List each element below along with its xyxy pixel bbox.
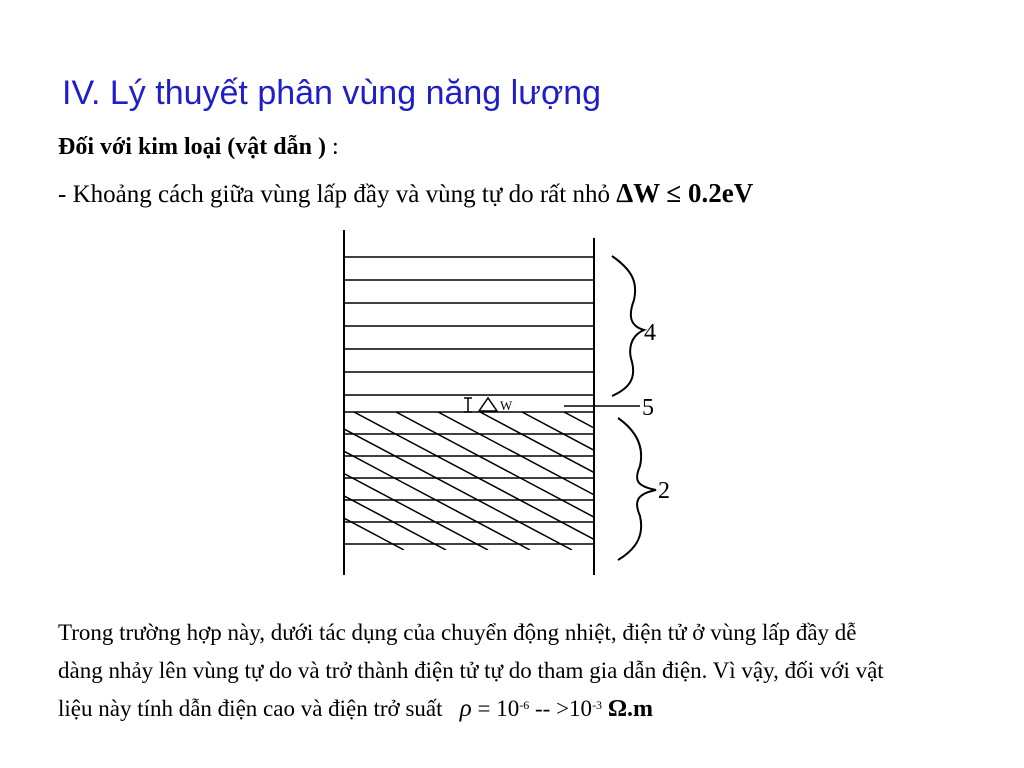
label-4: 4 [644, 320, 656, 346]
slide-title: IV. Lý thuyết phân vùng năng lượng [62, 74, 602, 112]
exponent-1: -6 [519, 698, 530, 712]
hatch-line [480, 412, 740, 550]
hatch-line [270, 412, 530, 550]
paragraph-line-1: Trong trường hợp này, dưới tác dụng của chuyển động nhiệt, điện tử ở vùng lấp đầy dễ [58, 620, 857, 645]
resistivity-range: -- >10 [535, 696, 593, 721]
delta-w-marker [464, 398, 497, 412]
hatch-line [186, 412, 446, 550]
hatch-line [606, 412, 866, 550]
label-5: 5 [642, 395, 654, 421]
band-lines [344, 257, 594, 544]
resistivity-formula [460, 696, 653, 721]
paragraph-line-3-text: liệu này tính dẫn điện cao và điện trở suất [58, 696, 443, 721]
delta-w-label: W [500, 398, 513, 413]
rho-symbol: ρ [459, 695, 472, 722]
hatch-line [564, 412, 824, 550]
hatch-line [354, 412, 614, 550]
exponent-2: -3 [592, 698, 603, 712]
hatch-line [522, 412, 782, 550]
resistivity-eq: = 10 [477, 696, 520, 721]
bullet-text: - Khoảng cách giữa vùng lấp đầy và vùng tự do rất nhỏ [58, 181, 610, 208]
filled-band-hatching [144, 412, 866, 550]
subheading-text: Đối với kim loại (vật dẫn ) [58, 134, 326, 160]
subheading-colon: : [331, 134, 339, 160]
brace-4 [612, 256, 644, 396]
hatch-line [228, 412, 488, 550]
paragraph-line-3 [58, 690, 1018, 728]
explanation-paragraph [58, 614, 1018, 728]
band-gap-formula: ΔW ≤ 0.2eV [616, 178, 754, 208]
hatch-line [144, 412, 404, 550]
resistivity-unit: Ω.m [607, 696, 654, 722]
paragraph-line-2: dàng nhảy lên vùng tự do và trở thành điện tử tự do tham gia dẫn điện. Vì vậy, đối với vật [58, 658, 884, 683]
hatch-line [312, 412, 572, 550]
hatch-line [396, 412, 656, 550]
brace-2 [618, 418, 656, 560]
label-2: 2 [658, 478, 670, 504]
